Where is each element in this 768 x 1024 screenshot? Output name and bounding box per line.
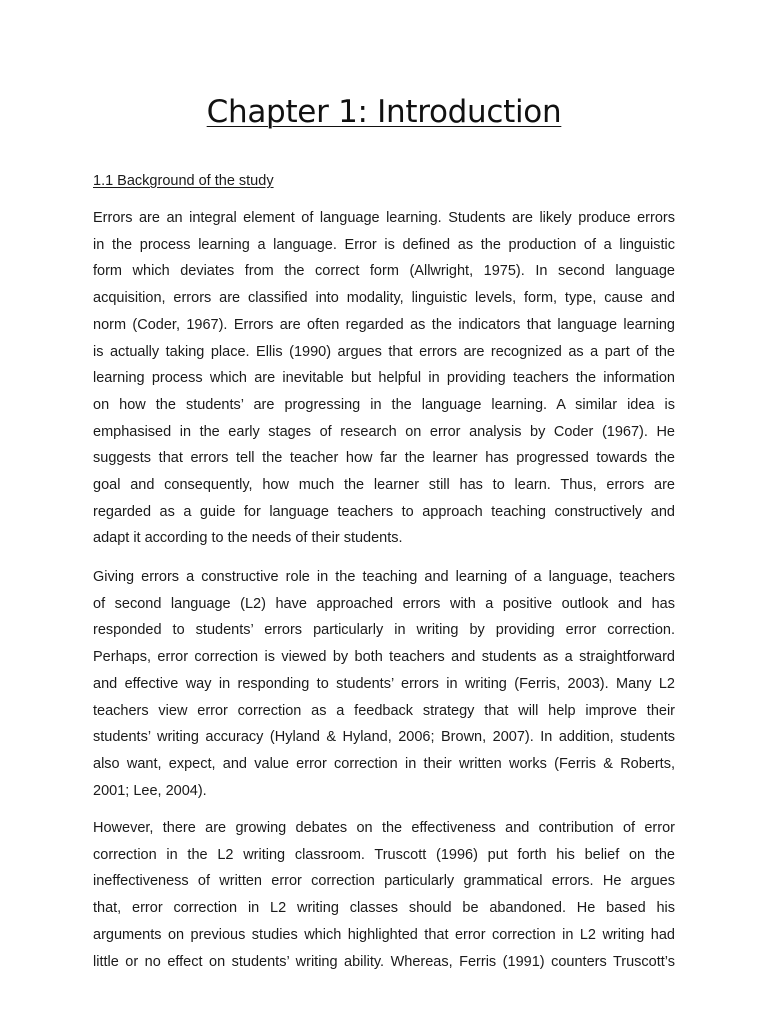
paragraph-line: also want, expect, and value error correction in their written works (Ferris & Roberts, [93, 755, 675, 772]
paragraph-line: Perhaps, error correction is viewed by both teachers and students as a straightforward [93, 649, 675, 666]
paragraph-line: arguments on previous studies which highlighted that error correction in L2 writing had [93, 926, 675, 943]
chapter-title-text: Chapter 1: Introduction [206, 94, 562, 130]
paragraph-line: that, error correction in L2 writing classes should be abandoned. He based his [93, 900, 675, 917]
paragraph-3 [93, 815, 675, 975]
section-heading: 1.1 Background of the study [93, 173, 274, 189]
paragraph-line: and effective way in responding to students’ errors in writing (Ferris, 2003). Many L2 [93, 675, 675, 692]
paragraph-line: students’ writing accuracy (Hyland & Hyland, 2006; Brown, 2007). In addition, students [93, 729, 675, 746]
paragraph-line: learning process which are inevitable but helpful in providing teachers the information [93, 370, 675, 387]
paragraph-line: emphasised in the early stages of research on error analysis by Coder (1967). He [93, 423, 675, 440]
paragraph-line: adapt it according to the needs of their students. [93, 530, 403, 547]
paragraph-line: Errors are an integral element of language learning. Students are likely produce errors [93, 210, 675, 226]
paragraph-line: correction in the L2 writing classroom. Truscott (1996) put forth his belief on the [93, 846, 675, 863]
paragraph-line: Giving errors a constructive role in the teaching and learning of a language, teachers [93, 569, 675, 585]
paragraph-line: teachers view error correction as a feedback strategy that will help improve their [93, 702, 675, 719]
paragraph-line: form which deviates from the correct form (Allwright, 1975). In second language [93, 263, 675, 280]
paragraph-line: in the process learning a language. Error is defined as the production of a linguistic [93, 236, 675, 253]
paragraph-line: However, there are growing debates on the effectiveness and contribution of error [93, 820, 675, 836]
paragraph-line: is actually taking place. Ellis (1990) argues that errors are recognized as a part of the [93, 343, 675, 360]
paragraph-line: 2001; Lee, 2004). [93, 782, 207, 799]
paragraph-line: little or no effect on students’ writing ability. Whereas, Ferris (1991) counters Truscott’s [93, 953, 675, 970]
paragraph-line: ineffectiveness of written error correction particularly grammatical errors. He argues [93, 873, 675, 890]
paragraph-line: on how the students’ are progressing in the language learning. A similar idea is [93, 396, 675, 413]
chapter-title [0, 94, 768, 130]
paragraph-line: norm (Coder, 1967). Errors are often regarded as the indicators that language learning [93, 316, 675, 333]
paragraph-line: suggests that errors tell the teacher how far the learner has progressed towards the [93, 450, 675, 467]
paragraph-line: acquisition, errors are classified into modality, linguistic levels, form, type, cause and [93, 290, 675, 307]
paragraph-2 [93, 564, 675, 804]
paragraph-line: goal and consequently, how much the learner still has to learn. Thus, errors are [93, 477, 675, 494]
paragraph-line: responded to students’ errors particularly in writing by providing error correction. [93, 622, 675, 639]
paragraph-line: of second language (L2) have approached errors with a positive outlook and has [93, 595, 675, 612]
paragraph-line: regarded as a guide for language teachers to approach teaching constructively and [93, 503, 675, 520]
paragraph-1 [93, 205, 675, 552]
